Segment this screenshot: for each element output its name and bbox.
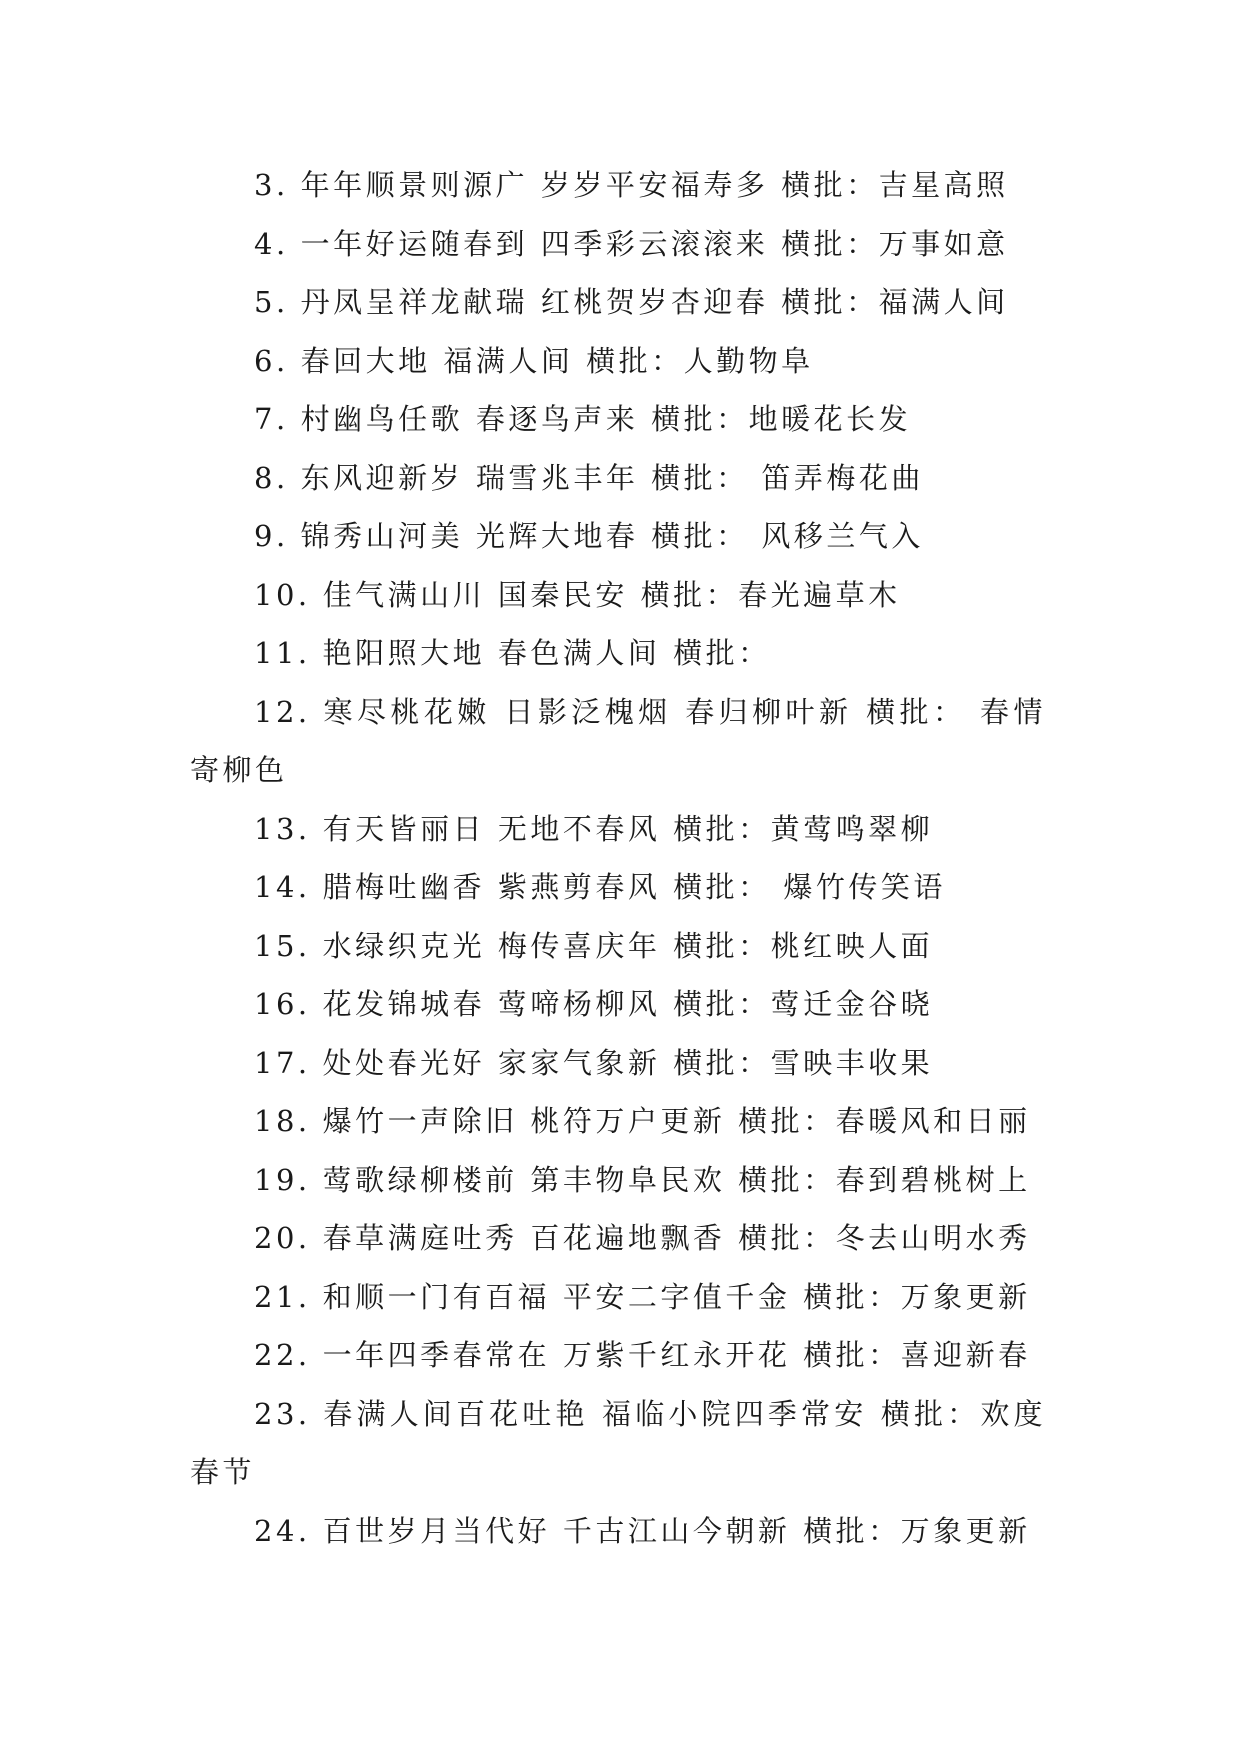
item-number: 23. bbox=[254, 1396, 311, 1431]
item-number: 3. bbox=[254, 168, 289, 202]
horizontal-label: 横批： bbox=[673, 1045, 771, 1080]
item-number: 24. bbox=[254, 1513, 311, 1548]
document-body bbox=[190, 156, 1046, 1560]
couplet-item bbox=[190, 1034, 1046, 1093]
horizontal-label: 横批： bbox=[651, 402, 749, 436]
item-number: 16. bbox=[254, 987, 311, 1021]
horizontal-scroll: 春情寄柳色 bbox=[190, 694, 1046, 787]
couplet-item bbox=[190, 1092, 1046, 1151]
couplet-item bbox=[190, 273, 1046, 332]
horizontal-label: 横批： bbox=[586, 343, 684, 378]
item-number: 11. bbox=[254, 636, 311, 670]
horizontal-scroll: 桃红映人面 bbox=[770, 928, 934, 963]
horizontal-scroll: 福满人间 bbox=[878, 285, 1009, 319]
second-line: 无地不春风 bbox=[497, 811, 661, 846]
item-number: 13. bbox=[254, 811, 311, 846]
couplet-item bbox=[190, 858, 1046, 917]
item-number: 10. bbox=[254, 577, 311, 612]
horizontal-scroll: 春到碧桃树上 bbox=[835, 1162, 1031, 1197]
first-line: 一年四季春常在 bbox=[322, 1338, 551, 1372]
horizontal-scroll: 人勤物阜 bbox=[683, 343, 814, 378]
second-line: 莺啼杨柳风 bbox=[497, 987, 661, 1021]
first-line: 有天皆丽日 bbox=[322, 811, 486, 846]
couplet-item bbox=[190, 683, 1046, 800]
couplet-item bbox=[190, 1209, 1046, 1268]
couplet-item bbox=[190, 1502, 1046, 1561]
first-line: 爆竹一声除旧 bbox=[322, 1104, 518, 1138]
couplet-item bbox=[190, 390, 1046, 449]
first-line: 水绿织克光 bbox=[322, 928, 486, 963]
couplet-item bbox=[190, 975, 1046, 1034]
horizontal-scroll: 万象更新 bbox=[900, 1279, 1031, 1314]
horizontal-scroll: 春光遍草木 bbox=[738, 577, 901, 612]
item-number: 5. bbox=[254, 285, 289, 319]
second-line: 日影泛槐烟 春归柳叶新 bbox=[504, 694, 853, 729]
second-line: 万紫千红永开花 bbox=[562, 1338, 791, 1372]
first-line: 腊梅吐幽香 bbox=[322, 870, 486, 904]
second-line: 瑞雪兆丰年 bbox=[475, 460, 639, 495]
first-line: 一年好运随春到 bbox=[300, 226, 529, 261]
horizontal-scroll: 地暖花长发 bbox=[748, 402, 912, 436]
couplet-item bbox=[190, 917, 1046, 976]
horizontal-label: 横批： bbox=[673, 636, 771, 670]
horizontal-label: 横批： bbox=[673, 987, 771, 1021]
first-line: 百世岁月当代好 bbox=[322, 1513, 551, 1548]
item-number: 12. bbox=[254, 694, 311, 729]
second-line: 四季彩云滚滚来 bbox=[540, 226, 769, 261]
horizontal-label: 横批： bbox=[803, 1338, 901, 1372]
item-number: 8. bbox=[254, 460, 289, 495]
horizontal-label: 横批： bbox=[738, 1104, 836, 1138]
item-number: 6. bbox=[254, 343, 289, 378]
horizontal-scroll: 莺迁金谷晓 bbox=[770, 987, 934, 1021]
first-line: 处处春光好 bbox=[322, 1045, 486, 1080]
horizontal-scroll: 春暖风和日丽 bbox=[835, 1104, 1031, 1138]
horizontal-scroll: 雪映丰收果 bbox=[770, 1045, 934, 1080]
couplet-item bbox=[190, 449, 1046, 508]
first-line: 和顺一门有百福 bbox=[322, 1279, 551, 1314]
couplet-item bbox=[190, 156, 1046, 215]
second-line: 百花遍地飘香 bbox=[530, 1221, 726, 1255]
horizontal-label: 横批： bbox=[803, 1279, 901, 1314]
second-line: 千古江山今朝新 bbox=[562, 1513, 791, 1548]
second-line: 红桃贺岁杏迎春 bbox=[540, 285, 769, 319]
horizontal-scroll: 冬去山明水秀 bbox=[835, 1221, 1031, 1255]
item-number: 19. bbox=[254, 1162, 311, 1197]
horizontal-label: 横批： bbox=[866, 694, 967, 729]
first-line: 锦秀山河美 bbox=[300, 519, 464, 553]
second-line: 桃符万户更新 bbox=[530, 1104, 726, 1138]
horizontal-scroll: 喜迎新春 bbox=[900, 1338, 1031, 1372]
horizontal-label: 横批： bbox=[880, 1396, 981, 1431]
horizontal-label: 横批： bbox=[781, 226, 879, 261]
first-line: 春草满庭吐秀 bbox=[322, 1221, 518, 1255]
first-line: 艳阳照大地 bbox=[322, 636, 486, 670]
horizontal-scroll: 吉星高照 bbox=[878, 168, 1009, 202]
first-line: 丹凤呈祥龙献瑞 bbox=[300, 285, 529, 319]
first-line: 东风迎新岁 bbox=[300, 460, 464, 495]
horizontal-label: 横批： bbox=[781, 285, 879, 319]
item-number: 21. bbox=[254, 1279, 311, 1314]
horizontal-label: 横批： bbox=[673, 811, 771, 846]
second-line: 春逐鸟声来 bbox=[475, 402, 639, 436]
horizontal-label: 横批： bbox=[651, 519, 749, 553]
horizontal-label: 横批： bbox=[781, 168, 879, 202]
couplet-item bbox=[190, 507, 1046, 566]
couplet-item bbox=[190, 566, 1046, 625]
couplet-item bbox=[190, 215, 1046, 274]
item-number: 7. bbox=[254, 402, 289, 436]
second-line: 春色满人间 bbox=[497, 636, 661, 670]
second-line: 国秦民安 bbox=[497, 577, 628, 612]
horizontal-label: 横批： bbox=[803, 1513, 901, 1548]
second-line: 平安二字值千金 bbox=[562, 1279, 791, 1314]
second-line: 家家气象新 bbox=[497, 1045, 661, 1080]
horizontal-label: 横批： bbox=[738, 1221, 836, 1255]
item-number: 18. bbox=[254, 1104, 311, 1138]
couplet-item bbox=[190, 624, 1046, 683]
horizontal-scroll: 万事如意 bbox=[878, 226, 1009, 261]
horizontal-label: 横批： bbox=[651, 460, 749, 495]
first-line: 寒尽桃花嫩 bbox=[322, 694, 491, 729]
first-line: 春回大地 bbox=[300, 343, 431, 378]
first-line: 花发锦城春 bbox=[322, 987, 486, 1021]
horizontal-scroll: 爆竹传笑语 bbox=[770, 870, 946, 904]
horizontal-label: 横批： bbox=[640, 577, 739, 612]
first-line: 佳气满山川 bbox=[322, 577, 486, 612]
couplet-item bbox=[190, 1326, 1046, 1385]
second-line: 福临小院四季常安 bbox=[602, 1396, 868, 1431]
couplet-item bbox=[190, 1151, 1046, 1210]
couplet-item bbox=[190, 1385, 1046, 1502]
couplet-item bbox=[190, 1268, 1046, 1327]
horizontal-label: 横批： bbox=[738, 1162, 836, 1197]
couplet-item bbox=[190, 332, 1046, 391]
horizontal-scroll: 风移兰气入 bbox=[748, 519, 924, 553]
horizontal-label: 横批： bbox=[673, 928, 771, 963]
first-line: 莺歌绿柳楼前 bbox=[322, 1162, 518, 1197]
second-line: 第丰物阜民欢 bbox=[530, 1162, 726, 1197]
first-line: 年年顺景则源广 bbox=[300, 168, 529, 202]
horizontal-scroll: 万象更新 bbox=[900, 1513, 1031, 1548]
item-number: 20. bbox=[254, 1221, 311, 1255]
item-number: 15. bbox=[254, 928, 311, 963]
horizontal-scroll: 笛弄梅花曲 bbox=[748, 460, 924, 495]
horizontal-scroll: 欢度春节 bbox=[190, 1396, 1046, 1489]
second-line: 福满人间 bbox=[443, 343, 574, 378]
second-line: 岁岁平安福寿多 bbox=[540, 168, 769, 202]
first-line: 春满人间百花吐艳 bbox=[322, 1396, 589, 1431]
second-line: 梅传喜庆年 bbox=[497, 928, 661, 963]
horizontal-label: 横批： bbox=[673, 870, 771, 904]
item-number: 4. bbox=[254, 226, 289, 261]
second-line: 紫燕剪春风 bbox=[497, 870, 661, 904]
second-line: 光辉大地春 bbox=[475, 519, 639, 553]
item-number: 22. bbox=[254, 1338, 311, 1372]
couplet-item bbox=[190, 800, 1046, 859]
item-number: 9. bbox=[254, 519, 289, 553]
first-line: 村幽鸟任歌 bbox=[300, 402, 464, 436]
item-number: 14. bbox=[254, 870, 311, 904]
item-number: 17. bbox=[254, 1045, 311, 1080]
horizontal-scroll: 黄莺鸣翠柳 bbox=[770, 811, 934, 846]
